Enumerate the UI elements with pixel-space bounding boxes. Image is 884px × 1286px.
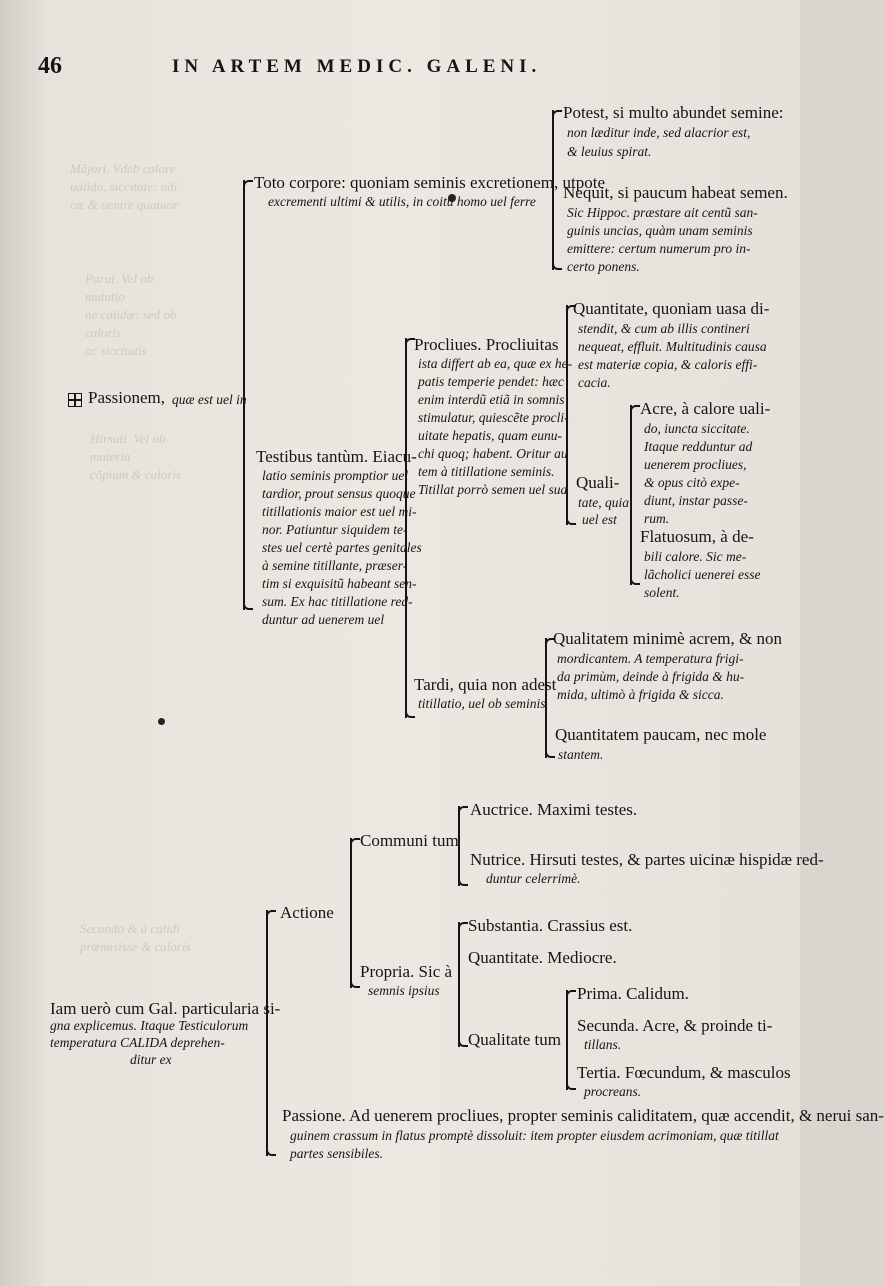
quantitate-line-4: est materiæ copia, & caloris effi- <box>578 357 758 372</box>
prima-line: Prima. Calidum. <box>577 984 689 1003</box>
procliues-line-9: Titillat porrò semen uel sua <box>418 482 568 497</box>
qualitate-line-3: uel est <box>582 512 617 527</box>
nequit-line-2: Sic Hippoc. præstare ait centũ san- <box>567 205 758 220</box>
procliues-line-2: ista differt ab ea, quæ ex he- <box>418 356 573 371</box>
procliues-line-6: uitate hepatis, quam eunu- <box>418 428 562 443</box>
passione-line-2: guinem crassum in flatus promptè dissoluit: item propter eiusdem acrimoniam, quæ titillat <box>290 1128 779 1143</box>
bracket-tardi <box>545 638 547 758</box>
bracket-communi <box>458 806 460 886</box>
tardi-line-2: titillatio, uel ob seminis <box>418 696 546 711</box>
bracket-qualitate <box>630 405 632 585</box>
root-line-4: ditur ex <box>130 1052 172 1067</box>
substantia-line: Substantia. Crassius est. <box>468 916 633 935</box>
root-line-2: gna explicemus. Itaque Testiculorum <box>50 1018 249 1033</box>
acre-line-4: uenerem procliues, <box>644 457 747 472</box>
tardi-quantitatem-line-1: Quantitatem paucam, nec mole <box>555 725 767 744</box>
quantitate-line-1: Quantitate, quoniam uasa di- <box>573 299 770 318</box>
bracket-root <box>266 910 268 1156</box>
running-title: IN ARTEM MEDIC. GALENI. <box>172 56 542 77</box>
book-page: Mâjori. Vdeb calore ualido, siccitate: adi cæ & uentre quatuor Parui. Vel ob mutatio ne calidæ: sed ob caloris ac siccitatis Hirsuti. Vel ob materia cõpiam & caloris Secundo & à calidi præmisisse & caloris 46 IN ARTEM MEDIC. GALENI. Iam uerò cum Gal. particularia si- gna explicemus. Itaque Testiculorum temperatura CALIDA deprehen- ditur ex Passionem, quæ est uel in Toto corpore: quoniam seminis excretionem, utpote excrementi ultimi & utilis, in coitu homo uel ferre Potest, si multo abundet semine: non læditur inde, sed alacrior est, & leuius spirat. Nequit, si paucum habeat semen. Sic Hippoc. præstare ait centũ san- guinis uncias, quàm unam seminis emittere: certum numerum pro in- certo ponens. Testibus tantùm. Eiacu- latio seminis promptior uel tardior, prout sensus quoque titillationis maior est uel mi- nor. Patiuntur siquidem te- stes uel certè partes genitales à semine titillante, præser- tim si exquisitũ habeant sen- sum. Ex hac titillatione red- duntur ad uenerem uel Procliues. Procliuitas ista differt ab ea, quæ ex he- patis temperie pendet: hæc enim interdũ etiã in somnis stimulatur, quiescẽte procli- uitate hepatis, quam eunu- chi quoq; habent. Oritur au tem à titillatione seminis. Titillat porrò semen uel sua Quantitate, quoniam uasa di- stendit, & cum ab illis contineri nequeat, effluit. Multitudinis causa est materiæ copia, & caloris effi- cacia. Quali- tate, quia uel est Acre, à calore uali- do, iuncta siccitate. Itaque redduntur ad uenerem procliues, & opus citò expe- diunt, instar passe- rum. Flatuosum, à de- bili calore. Sic me- lãcholici uenerei esse solent. Tardi, quia non adest titillatio, uel ob seminis Qualitatem minimè acrem, & non mordicantem. A temperatura frigi- da primùm, deinde à frigida & hu- mida, ultimò à frigida & sicca. Quantitatem paucam, nec mole stantem. Actione Communi tum Auctrice. Maximi testes. Nutrice. Hirsuti testes, & partes uicinæ hispidæ red- duntur celerrimè. Propria. Sic à semnis ipsius Substantia. Crassius est. Quantitate. Mediocre. Qualitate tum Prima. Calidum. Secunda. Acre, & proinde ti- tillans. Tertia. Fœcundum, & masculos procreans. Passione. Ad uenerem procliues, propter seminis caliditatem, quæ accendit, & nerui san- guinem crassum in flatus promptè dissoluit: item propter eiusdem acrimoniam, quæ titillat partes sensibiles. <box>0 0 800 1286</box>
root-line-3: temperatura CALIDA deprehen- <box>50 1035 225 1050</box>
ink-blot <box>158 718 165 725</box>
flatuosum-line-4: solent. <box>644 585 680 600</box>
acre-line-3: Itaque redduntur ad <box>644 439 753 454</box>
auctrice-line: Auctrice. Maximi testes. <box>470 800 638 819</box>
testibus-line-5: nor. Patiuntur siquidem te- <box>262 522 408 537</box>
tertia-line-2: procreans. <box>584 1084 642 1099</box>
page-number: 46 <box>38 53 62 79</box>
testibus-line-10: duntur ad uenerem uel <box>262 612 385 627</box>
toto-line-1: Toto corpore: quoniam seminis excretionem, utpote <box>254 173 605 192</box>
nutrice-line-2: duntur celerrimè. <box>486 871 581 886</box>
testibus-line-1: Testibus tantùm. Eiacu- <box>256 447 417 466</box>
passione-line-1: Passione. Ad uenerem procliues, propter seminis caliditatem, quæ accendit, & nerui san- <box>282 1106 884 1125</box>
propria-line-2: semnis ipsius <box>368 983 440 998</box>
flatuosum-line-2: bili calore. Sic me- <box>644 549 747 564</box>
tardi-line-1: Tardi, quia non adest <box>414 675 557 694</box>
bracket-actione <box>350 838 352 988</box>
passionem-label: Passionem, <box>88 388 165 407</box>
propria-line-1: Propria. Sic à <box>360 962 453 981</box>
nequit-line-4: emittere: certum numerum pro in- <box>567 241 751 256</box>
quantitate-line-5: cacia. <box>578 375 611 390</box>
flatuosum-line-1: Flatuosum, à de- <box>640 527 754 546</box>
quantitate-line-3: nequeat, effluit. Multitudinis causa <box>578 339 767 354</box>
passione-line-3: partes sensibiles. <box>290 1146 383 1161</box>
testibus-line-9: sum. Ex hac titillatione red- <box>262 594 413 609</box>
acre-line-1: Acre, à calore uali- <box>640 399 771 418</box>
testibus-line-3: tardior, prout sensus quoque <box>262 486 416 501</box>
potest-line-3: & leuius spirat. <box>567 144 652 159</box>
tardi-qualitatem-line-3: da primùm, deinde à frigida & hu- <box>557 669 745 684</box>
tardi-qualitatem-line-2: mordicantem. A temperatura frigi- <box>557 651 744 666</box>
nequit-line-5: certo ponens. <box>567 259 640 274</box>
nutrice-line-1: Nutrice. Hirsuti testes, & partes uicinæ hispidæ red- <box>470 850 824 869</box>
testibus-line-6: stes uel certè partes genitales <box>262 540 422 555</box>
nequit-line-3: guinis uncias, quàm unam seminis <box>567 223 753 238</box>
bracket-qualitate-tum <box>566 990 568 1090</box>
testibus-line-7: à semine titillante, præser- <box>262 558 408 573</box>
qualitate-line-2: tate, quia <box>578 495 629 510</box>
procliues-line-8: tem à titillatione seminis. <box>418 464 555 479</box>
secunda-line-1: Secunda. Acre, & proinde ti- <box>577 1016 773 1035</box>
root-line-1: Iam uerò cum Gal. particularia si- <box>50 999 281 1018</box>
procliues-line-7: chi quoq; habent. Oritur au <box>418 446 568 461</box>
tardi-qualitatem-line-1: Qualitatem minimè acrem, & non <box>553 629 782 648</box>
acre-line-6: diunt, instar passe- <box>644 493 748 508</box>
potest-line-1: Potest, si multo abundet semine: <box>563 103 784 122</box>
nequit-line-1: Nequit, si paucum habeat semen. <box>563 183 788 202</box>
bracket-testibus <box>405 338 407 718</box>
secunda-line-2: tillans. <box>584 1037 622 1052</box>
procliues-line-4: enim interdũ etiã in somnis <box>418 392 565 407</box>
tardi-quantitatem-line-2: stantem. <box>558 747 604 762</box>
procliues-line-3: patis temperie pendet: hæc <box>418 374 564 389</box>
bracket-toto <box>552 110 554 270</box>
qualitate-line-1: Quali- <box>576 473 620 492</box>
section-mark-icon <box>68 393 82 407</box>
testibus-line-8: tim si exquisitũ habeant sen- <box>262 576 417 591</box>
toto-line-2: excrementi ultimi & utilis, in coitu homo uel ferre <box>268 194 536 209</box>
bracket-procliues <box>566 305 568 525</box>
testibus-line-2: latio seminis promptior uel <box>262 468 409 483</box>
procliues-line-5: stimulatur, quiescẽte procli- <box>418 410 569 425</box>
quantitate-mediocre-line: Quantitate. Mediocre. <box>468 948 617 967</box>
tardi-qualitatem-line-4: mida, ultimò à frigida & sicca. <box>557 687 724 702</box>
acre-line-2: do, iuncta siccitate. <box>644 421 750 436</box>
passionem-tail: quæ est uel in <box>172 392 247 407</box>
actione-label: Actione <box>280 903 334 922</box>
tertia-line-1: Tertia. Fœcundum, & masculos <box>577 1063 791 1082</box>
testibus-line-4: titillationis maior est uel mi- <box>262 504 417 519</box>
flatuosum-line-3: lãcholici uenerei esse <box>644 567 761 582</box>
bracket-propria <box>458 922 460 1047</box>
acre-line-5: & opus citò expe- <box>644 475 740 490</box>
procliues-line-1: Procliues. Procliuitas <box>414 335 559 354</box>
communi-label: Communi tum <box>360 831 459 850</box>
quantitate-line-2: stendit, & cum ab illis contineri <box>578 321 750 336</box>
qualitate-tum-line: Qualitate tum <box>468 1030 562 1049</box>
acre-line-7: rum. <box>644 511 670 526</box>
bracket-passionem <box>243 180 245 610</box>
potest-line-2: non læditur inde, sed alacrior est, <box>567 125 751 140</box>
